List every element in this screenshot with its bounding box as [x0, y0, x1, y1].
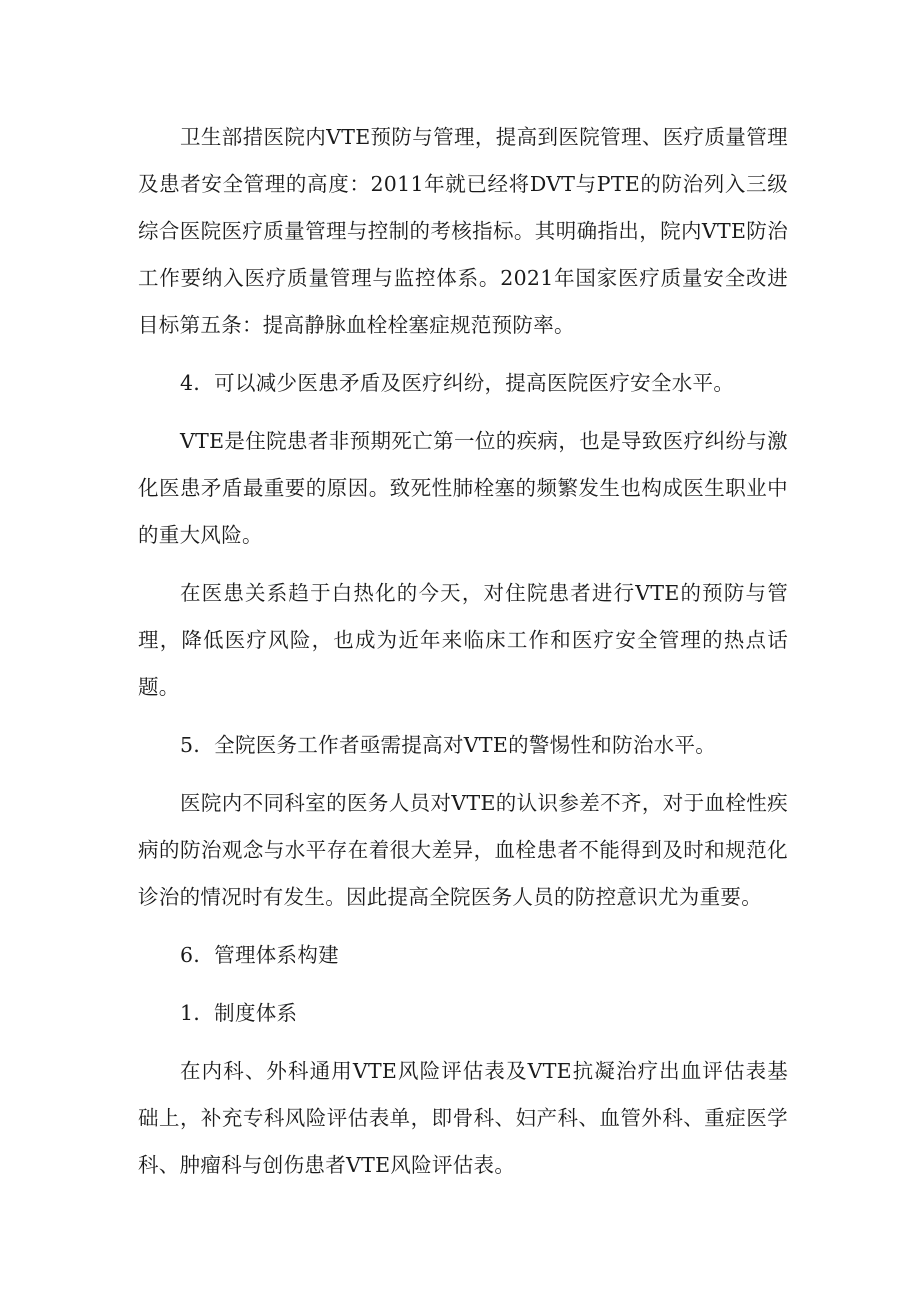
section-heading-5: 5．全院医务工作者亟需提高对VTE的警惕性和防治水平。 [180, 733, 717, 757]
section-heading-4: 4．可以减少医患矛盾及医疗纠纷，提高医院医疗安全水平。 [180, 371, 735, 395]
section-heading-6: 6．管理体系构建 [180, 943, 339, 967]
paragraph-vte-management-level: 卫生部措医院内VTE预防与管理，提高到医院管理、医疗质量管理及患者安全管理的高度：2011年就已经将DVT与PTE的防治列入三级综合医院医疗质量管理与控制的考核指标。其明确指出，院内VTE防治工作要纳入医疗质量管理与监控体系。2021年国家医疗质量安全改进目标第五条：提高静脉血栓栓塞症规范预防率。 [138, 125, 788, 337]
paragraph-vte-mortality: VTE是住院患者非预期死亡第一位的疾病，也是导致医疗纠纷与激化医患矛盾最重要的原因。致死性肺栓塞的频繁发生也构成医生职业中的重大风险。 [138, 429, 788, 547]
paragraph-awareness: 医院内不同科室的医务人员对VTE的认识参差不齐，对于血栓性疾病的防治观念与水平存在着很大差异，血栓患者不能得到及时和规范化诊治的情况时有发生。因此提高全院医务人员的防控意识尤为重要。 [138, 791, 788, 909]
paragraph-risk-assessment-forms: 在内科、外科通用VTE风险评估表及VTE抗凝治疗出血评估表基础上，补充专科风险评估表单，即骨科、妇产科、血管外科、重症医学科、肿瘤科与创伤患者VTE风险评估表。 [138, 1059, 788, 1177]
document-body [138, 114, 788, 1189]
subsection-heading-1: 1．制度体系 [180, 1001, 298, 1025]
paragraph-doctor-patient-relations: 在医患关系趋于白热化的今天，对住院患者进行VTE的预防与管理，降低医疗风险，也成为近年来临床工作和医疗安全管理的热点话题。 [138, 581, 788, 699]
